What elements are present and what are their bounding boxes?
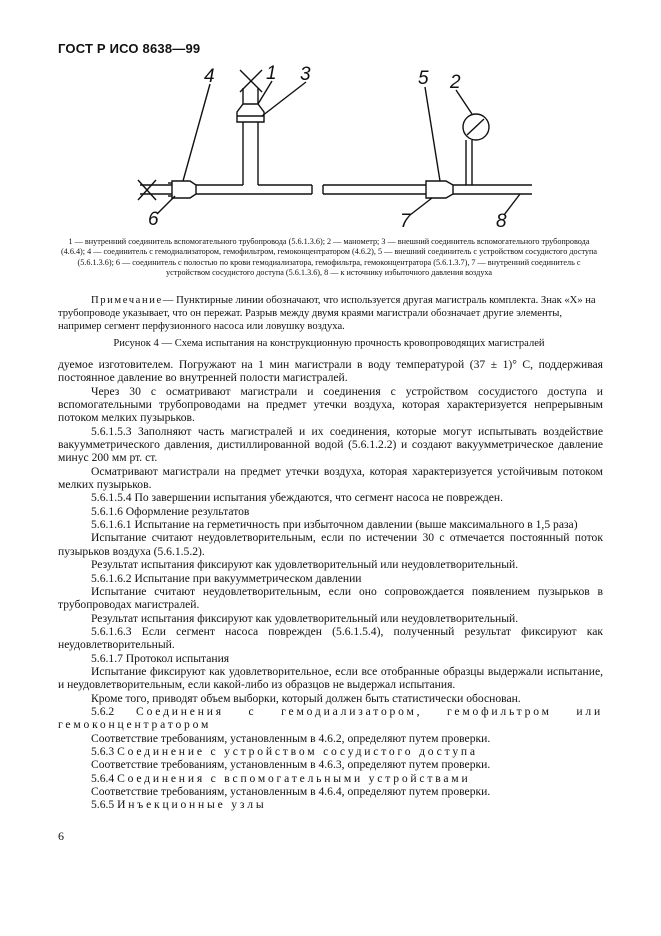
section-heading: 5.6.3 Соединение с устройством сосудистого доступа [91, 744, 478, 758]
label-3: 3 [300, 64, 311, 85]
paragraph: 5.6.1.5.4 По завершении испытания убеждаются, что сегмент насоса не поврежден. [91, 491, 503, 505]
paragraph: 5.6.1.5.3 Заполняют часть магистралей и их соединения, которые могут испытывать воздействие вакуумметрического давления, дистиллированной водой (5.6.1.2.2) и создают вакуумметрическое давление минус 200 мм рт. ст. [58, 424, 603, 465]
figure-caption: Рисунок 4 — Схема испытания на конструкционную прочность кровопроводящих магистралей [113, 338, 545, 349]
figure-note [58, 294, 600, 334]
body-text [58, 358, 603, 812]
paragraph: Испытание считают неудовлетворительным, если оно сопровождается появлением пузырьков в трубопроводах магистралей. [58, 584, 603, 612]
figure-legend: 1 — внутренний соединитель вспомогательного трубопровода (5.6.1.3.6); 2 — манометр; 3 — внешний соединитель вспомогательного трубопровода (4.6.4); 4 — соединитель с гемодиализатором, гемофильтром, гемоконцентратором (4.6.2), 5 — внешний соединитель с устройством сосудистого доступа (5.6.1.3.6); 6 — соединитель с полостью по крови гемодиализатора, гемофильтра, гемоконцентратора (5.6.1.3.7), 7 — внутренний соединитель с устройством сосудистого доступа (5.6.1.3.6), 8 — к источнику избыточного давления воздуха [60, 237, 598, 277]
label-2: 2 [450, 72, 461, 93]
connector-5-right [426, 181, 453, 198]
connector-3-vertical [237, 104, 264, 122]
paragraph: Соответствие требованиям, установленным в 4.6.3, определяют путем проверки. [91, 758, 491, 772]
section-heading: 5.6.4 Соединения с вспомогательными устройствами [91, 771, 471, 785]
label-8: 8 [496, 211, 507, 232]
label-4: 4 [204, 66, 215, 87]
connector-4-left [172, 181, 196, 198]
paragraph: Испытание считают неудовлетворительным, если по истечении 30 с отмечается постоянный поток пузырьков воздуха (5.6.1.5.2). [58, 531, 603, 558]
label-7: 7 [400, 211, 411, 232]
paragraph: Кроме того, приводят объем выборки, который должен быть статистически обоснован. [91, 691, 521, 705]
paragraph: Соответствие требованиям, установленным в 4.6.4, определяют путем проверки. [91, 785, 491, 798]
label-5: 5 [418, 68, 429, 89]
section-heading: 5.6.1.6.2 Испытание при вакуумметрическом давлении [91, 571, 362, 585]
label-6: 6 [148, 209, 159, 230]
paragraph: Осматривают магистрали на предмет утечки воздуха, которая характеризуется устойчивым потоком мелких пузырьков. [58, 464, 603, 492]
paragraph: Через 30 с осматривают магистрали и соединения с устройством сосудистого доступа и вспомогательными трубопроводами на предмет утечки воздуха, которая характеризуется непрерывным потоком мелких пузырьков. [58, 384, 603, 425]
paragraph: Соответствие требованиям, установленным в 4.6.2, определяют путем проверки. [91, 731, 491, 745]
document-header: ГОСТ Р ИСО 8638—99 [58, 41, 201, 56]
section-heading: 5.6.2 Соединения с гемодиализатором, гемофильтром или гемоконцентратором [58, 704, 603, 732]
paragraph: дуемое изготовителем. Погружают на 1 мин магистрали в воду температурой (37 ± 1)° С, поддерживая постоянное давление во внутренней полости магистралей. [58, 358, 603, 385]
note-label: Примечание [91, 295, 163, 306]
test-scheme-figure [0, 0, 661, 236]
paragraph: 5.6.1.6.1 Испытание на герметичность при избыточном давлении (выше максимального в 1,5 раза) [91, 518, 578, 532]
note-text: — Пунктирные линии обозначают, что используется другая магистраль комплекта. Знак «Х» на трубопроводе указывает, что он пережат. Разрыв между двумя краями магистрали обозначает другие элементы, например сегмент перфузионного насоса или ловушку воздуха. [58, 295, 596, 333]
paragraph: Результат испытания фиксируют как удовлетворительный или неудовлетворительный. [91, 611, 519, 625]
section-heading: 5.6.5 Инъекционные узлы [91, 798, 267, 812]
section-heading: 5.6.1.6 Оформление результатов [91, 504, 250, 518]
label-1: 1 [266, 63, 277, 84]
paragraph: Результат испытания фиксируют как удовлетворительный или неудовлетворительный. [91, 558, 519, 572]
paragraph: 5.6.1.6.3 Если сегмент насоса поврежден (5.6.1.5.4), полученный результат фиксируют как неудовлетворительный. [58, 624, 603, 652]
page-number: 6 [58, 829, 64, 843]
paragraph: Испытание фиксируют как удовлетворительное, если все отобранные образцы выдержали испытание, и неудовлетворительным, если какой-либо из образцов не выдержал испытания. [58, 664, 603, 692]
section-heading: 5.6.1.7 Протокол испытания [91, 651, 230, 665]
